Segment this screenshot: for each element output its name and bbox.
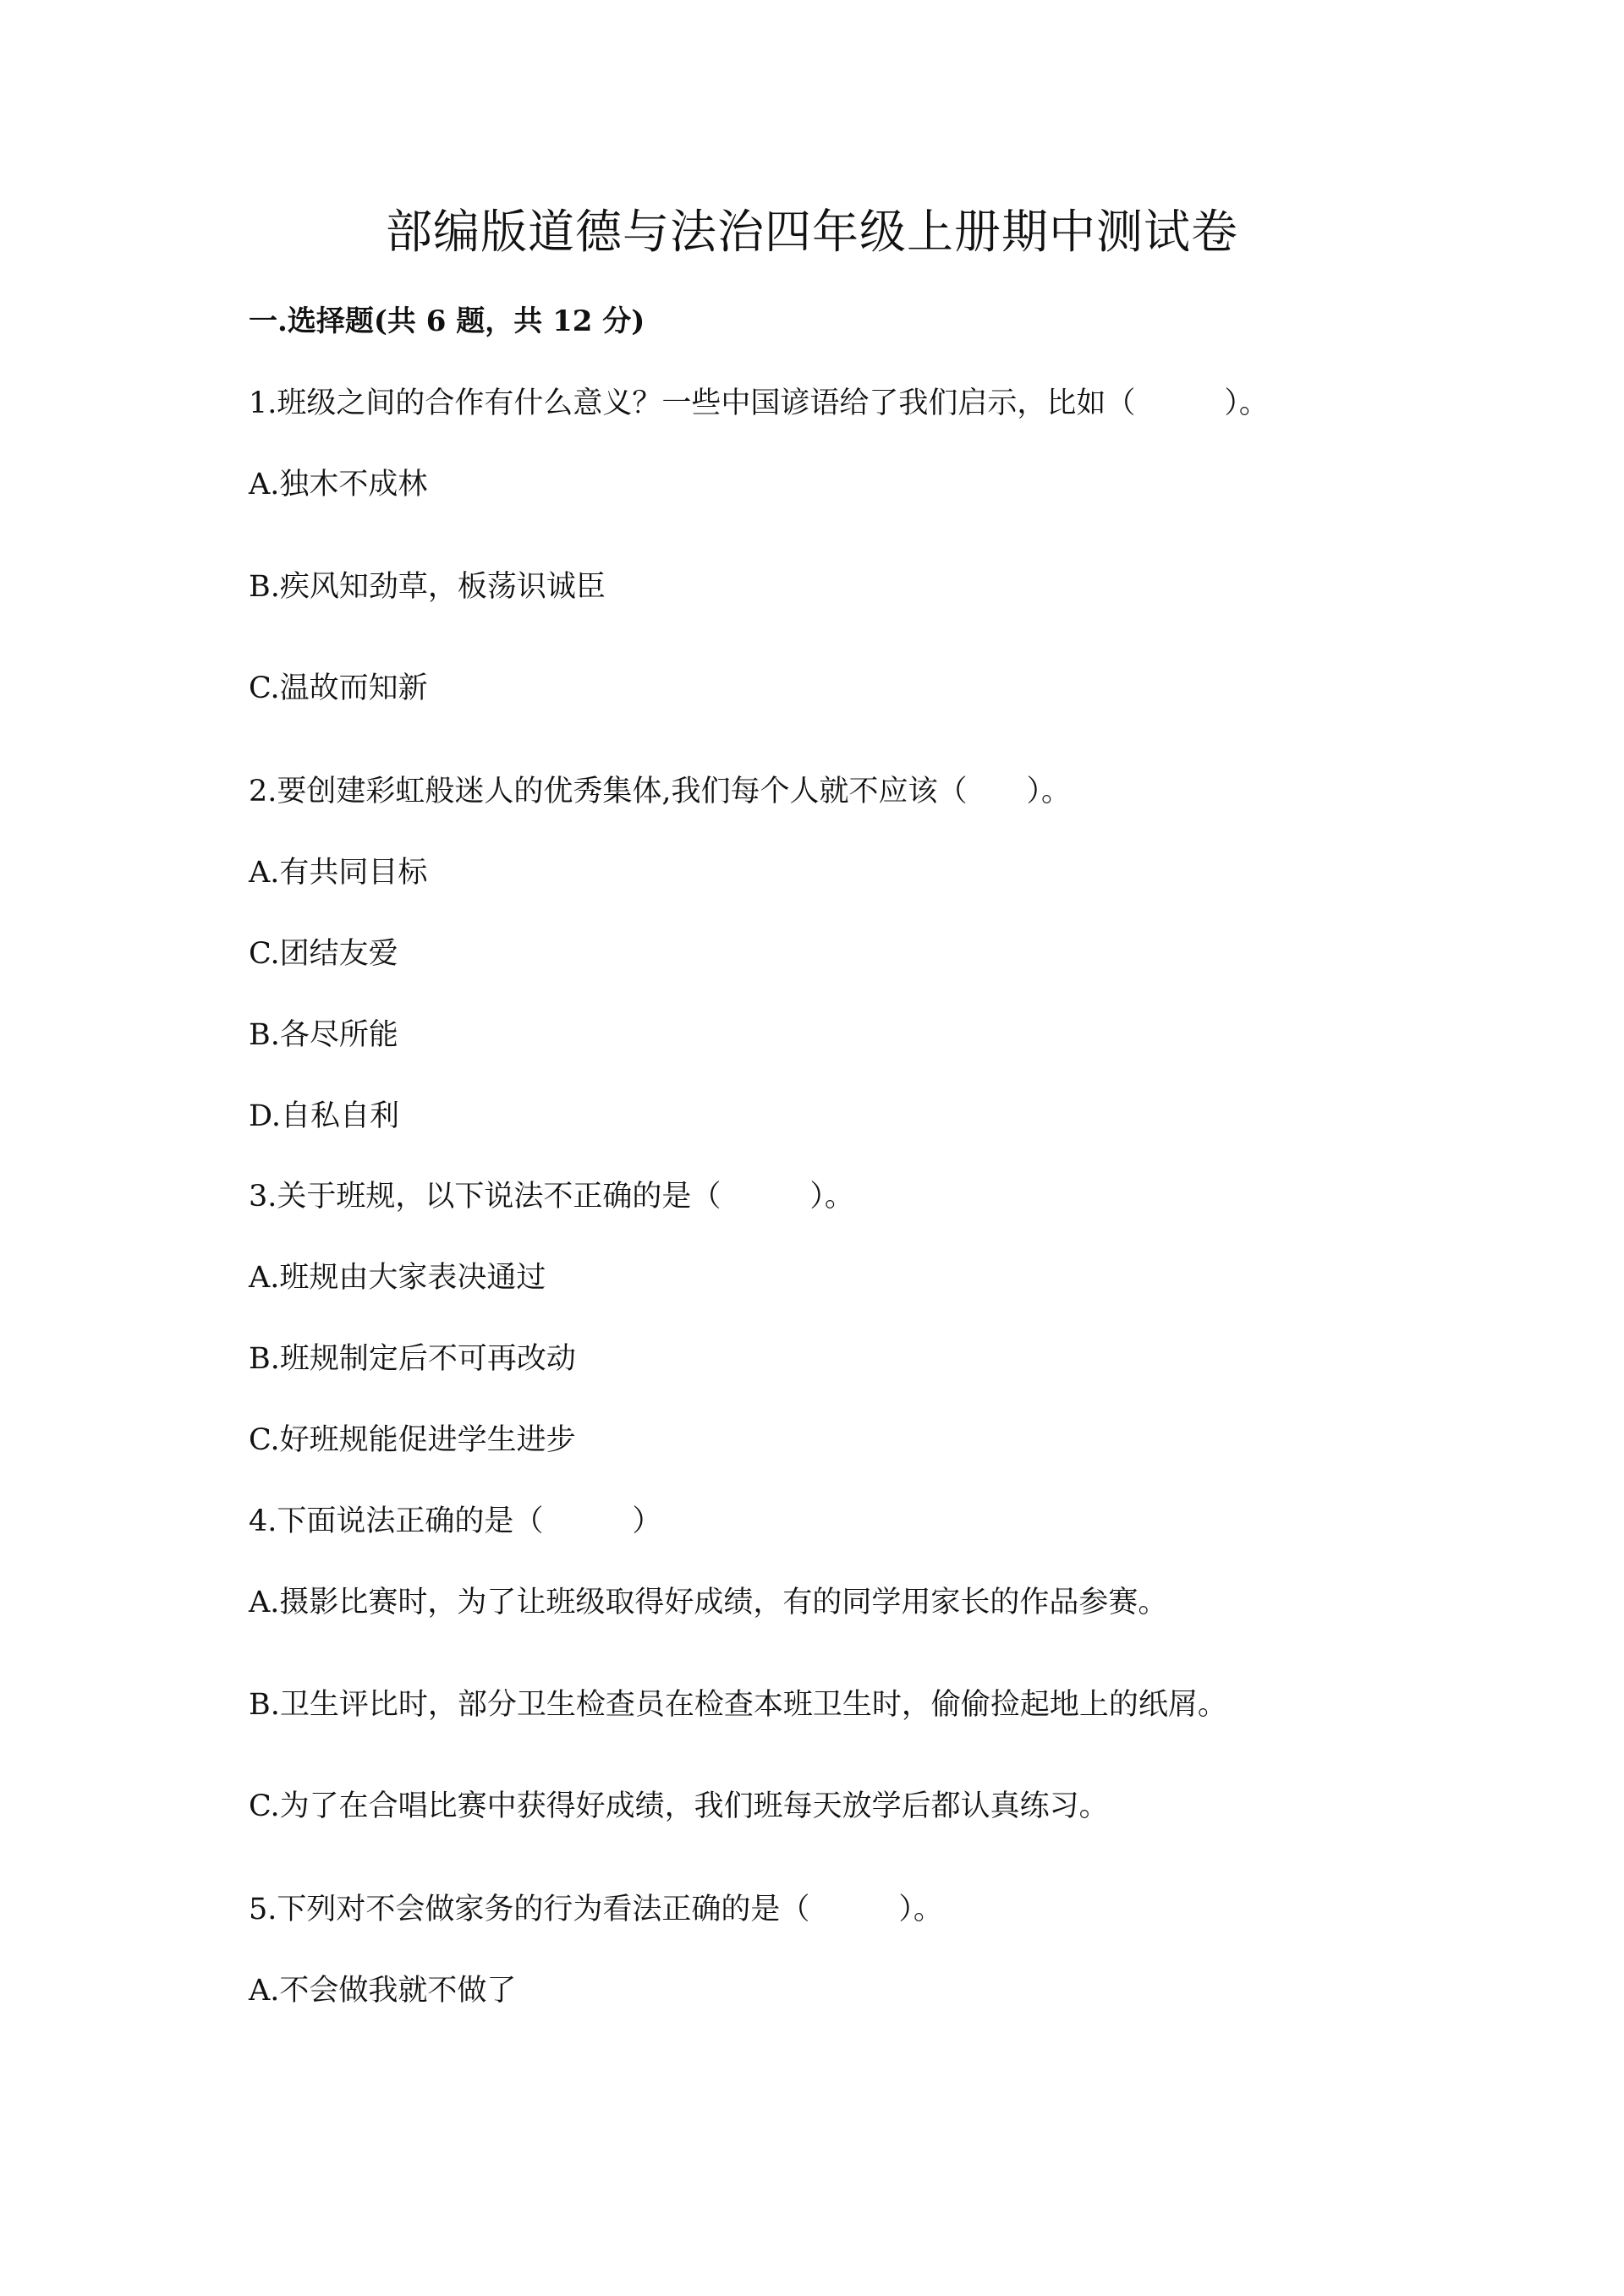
question-2-stem: 2.要创建彩虹般迷人的优秀集体,我们每个人就不应该（ ）。 [249, 775, 1072, 808]
question-4-option-b: B.卫生评比时，部分卫生检查员在检查本班卫生时，偷偷捡起地上的纸屑。 [249, 1688, 1227, 1722]
question-1-option-c: C.温故而知新 [249, 671, 428, 705]
question-2-option-b: B.各尽所能 [249, 1018, 398, 1052]
page-title: 部编版道德与法治四年级上册期中测试卷 [385, 205, 1238, 259]
question-2-option-a: A.有共同目标 [249, 856, 428, 890]
question-2-option-c: C.团结友爱 [249, 937, 398, 971]
question-3-option-c: C.好班规能促进学生进步 [249, 1423, 576, 1457]
question-1-option-a: A.独木不成林 [249, 468, 428, 501]
question-2-option-d: D.自私自利 [249, 1099, 399, 1133]
question-5-option-a: A.不会做我就不做了 [249, 1974, 517, 2008]
question-4-stem: 4.下面说法正确的是（ ） [249, 1504, 662, 1538]
question-1-stem: 1.班级之间的合作有什么意义？一些中国谚语给了我们启示，比如（ ）。 [249, 386, 1269, 420]
question-4-option-c: C.为了在合唱比赛中获得好成绩，我们班每天放学后都认真练习。 [249, 1789, 1109, 1823]
question-3-option-a: A.班规由大家表决通过 [249, 1261, 546, 1295]
section-heading: 一.选择题(共 6 题，共 12 分) [249, 304, 645, 338]
question-1-option-b: B.疾风知劲草，板荡识诚臣 [249, 570, 606, 604]
question-3-stem: 3.关于班规，以下说法不正确的是（ ）。 [249, 1180, 854, 1214]
question-4-option-a: A.摄影比赛时，为了让班级取得好成绩，有的同学用家长的作品参赛。 [249, 1586, 1168, 1619]
question-3-option-b: B.班规制定后不可再改动 [249, 1342, 576, 1376]
question-5-stem: 5.下列对不会做家务的行为看法正确的是（ ）。 [249, 1893, 943, 1926]
